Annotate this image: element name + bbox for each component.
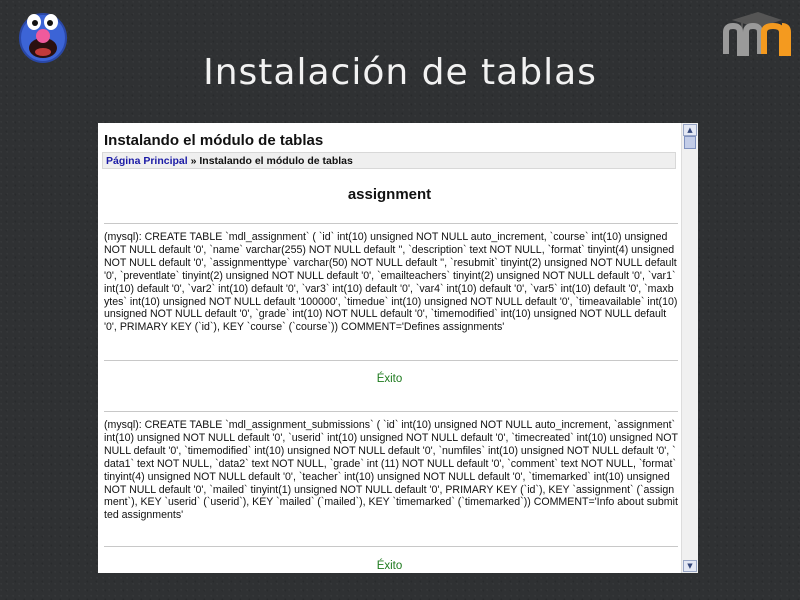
breadcrumb-current: Instalando el módulo de tablas (199, 155, 353, 167)
page-heading: Instalando el módulo de tablas (104, 132, 324, 149)
success-status-1: Éxito (376, 373, 403, 385)
divider (104, 360, 678, 361)
scrollbar-thumb[interactable] (684, 136, 696, 149)
slide-title: Instalación de tablas (203, 52, 597, 93)
divider (104, 223, 678, 224)
divider (104, 411, 678, 412)
sql-query-2: (mysql): CREATE TABLE `mdl_assignment_submissions` ( `id` int(10) unsigned NOT NULL auto_increment, `assignment` int(10) unsigned NOT NULL default '0', `userid` int(10) unsigned NOT NULL default '0', `timecreated` int(10) unsigned NOT NULL default '0', `timemodified` int(10) unsigned NOT NULL default '0', `numfiles` int(10) unsigned NOT NULL default '0', `data1` text NOT NULL, `data2` text NOT NULL, `grade` int (11) NOT NULL default '0', `comment` text NOT NULL, `format` tinyint(4) unsigned NOT NULL default '0', `teacher` int(10) unsigned NOT NULL default '0', `timemarked` int(10) unsigned NOT NULL default '0', `mailed` tinyint(1) unsigned NOT NULL default '0', PRIMARY KEY (`id`), KEY `assignment` (`assignment`), KEY `userid` (`userid`), KEY `mailed` (`mailed`), KEY `timemarked` (`timemarked`)) COMMENT='Info about submitted assignments' (104, 419, 678, 522)
divider (104, 546, 678, 547)
sql-query-1: (mysql): CREATE TABLE `mdl_assignment` ( `id` int(10) unsigned NOT NULL auto_increment, `course` int(10) unsigned NOT NULL default '0', `name` varchar(255) NOT NULL default '', `description` text NOT NULL, `format` tinyint(4) unsigned NOT NULL default '0', `assignmenttype` varchar(50) NOT NULL default '', `resubmit` tinyint(2) unsigned NOT NULL default '0', `preventlate` tinyint(2) unsigned NOT NULL default '0', `emailteachers` tinyint(2) unsigned NOT NULL default '0', `var1` int(10) default '0', `var2` int(10) default '0', `var3` int(10) default '0', `var4` int(10) default '0', `var5` int(10) default '0', `maxbytes` int(10) unsigned NOT NULL default '100000', `timedue` int(10) unsigned NOT NULL default '0', `timeavailable` int(10) unsigned NOT NULL default '0', `grade` int(10) NOT NULL default '0', `timemodified` int(10) unsigned NOT NULL default '0', PRIMARY KEY (`id`), KEY `course` (`course`)) COMMENT='Defines assignments' (104, 231, 678, 334)
page-content (98, 123, 681, 573)
scroll-up-icon[interactable]: ▲ (683, 124, 697, 136)
moodle-logo-icon (722, 10, 794, 56)
vertical-scrollbar[interactable] (681, 123, 698, 573)
breadcrumb (102, 152, 676, 169)
breadcrumb-separator: » (190, 155, 197, 167)
success-status-2: Éxito (376, 560, 403, 572)
browser-screenshot (98, 123, 698, 573)
scroll-down-icon[interactable]: ▼ (683, 560, 697, 572)
module-name: assignment (347, 186, 432, 203)
breadcrumb-home-link[interactable]: Página Principal (106, 155, 188, 167)
